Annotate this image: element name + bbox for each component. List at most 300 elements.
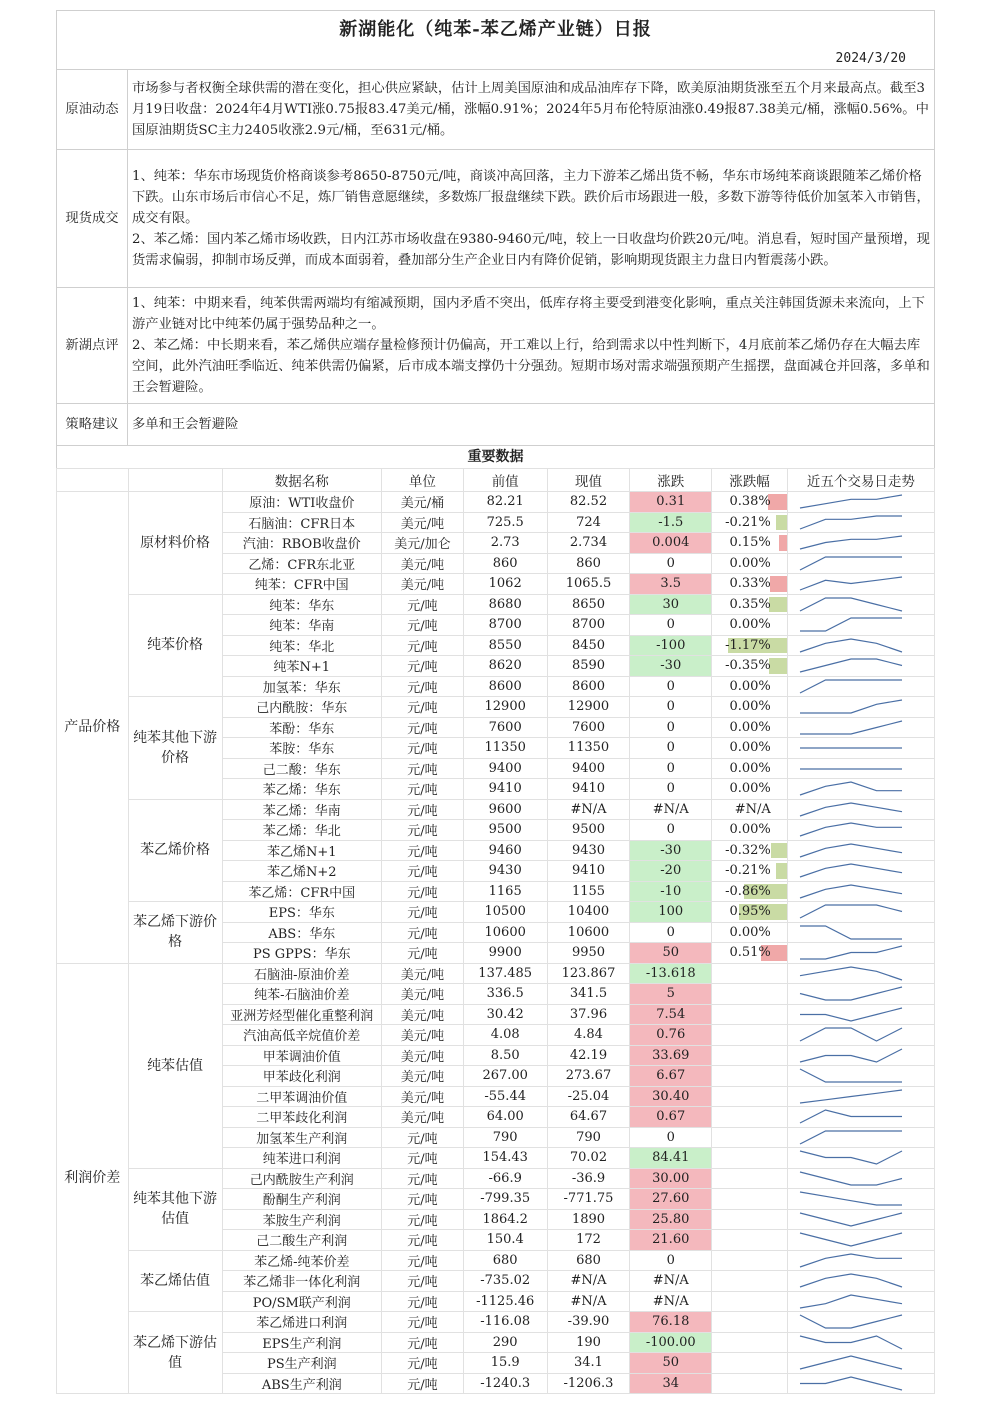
cell-cur: 190	[547, 1332, 630, 1353]
cell-prev: -66.9	[463, 1168, 547, 1189]
cell-cur: 70.02	[547, 1148, 630, 1169]
data-row	[57, 799, 935, 820]
cell-unit: 元/吨	[382, 779, 464, 800]
cell-pct	[712, 656, 788, 677]
cell-pct	[712, 1066, 788, 1087]
cell-unit: 元/吨	[382, 1230, 464, 1251]
cell-prev: 8700	[463, 615, 547, 636]
cell-cur: 9410	[547, 861, 630, 882]
cell-trend	[787, 902, 934, 923]
cell-unit: 元/吨	[382, 799, 464, 820]
pct-value: 0.15%	[729, 535, 771, 551]
cell-pct	[712, 1127, 788, 1148]
sparkline-path	[800, 700, 902, 713]
cell-unit: 美元/吨	[382, 984, 464, 1005]
pct-bar	[776, 515, 787, 531]
data-header-row	[57, 469, 935, 492]
cell-cur: 1155	[547, 881, 630, 902]
cell-name: EPS生产利润	[222, 1332, 381, 1353]
cell-cur: -25.04	[547, 1086, 630, 1107]
sparkline-path	[800, 1110, 902, 1123]
cell-unit: 元/吨	[382, 943, 464, 964]
cell-pct	[712, 1168, 788, 1189]
cell-change: -100.00	[630, 1332, 712, 1353]
cell-cur: 9500	[547, 820, 630, 841]
header-unit: 单位	[382, 469, 464, 492]
cell-change: 84.41	[630, 1148, 712, 1169]
cell-prev: 860	[463, 553, 547, 574]
cell-cur: 2.734	[547, 533, 630, 554]
cell-cur: 37.96	[547, 1004, 630, 1025]
sparkline-path	[800, 721, 902, 734]
cell-unit: 元/吨	[382, 881, 464, 902]
cell-prev: 8600	[463, 676, 547, 697]
cell-change: -30	[630, 840, 712, 861]
trend-sparkline	[788, 1210, 914, 1229]
cell-cur: 9430	[547, 840, 630, 861]
cell-pct	[712, 943, 788, 964]
cell-prev: 10500	[463, 902, 547, 923]
trend-sparkline	[788, 800, 914, 819]
cell-trend	[787, 533, 934, 554]
cell-pct	[712, 574, 788, 595]
cell-prev: 2.73	[463, 533, 547, 554]
pct-value: 0.51%	[729, 945, 771, 961]
cell-change: 0.31	[630, 492, 712, 513]
cell-change: 50	[630, 1353, 712, 1374]
cell-prev: 9600	[463, 799, 547, 820]
cell-prev: 15.9	[463, 1353, 547, 1374]
cell-change: 0	[630, 676, 712, 697]
pct-value: 0.33%	[729, 576, 771, 592]
cell-cur: 273.67	[547, 1066, 630, 1087]
pct-value: 0.00%	[729, 719, 771, 735]
cell-pct	[712, 492, 788, 513]
cell-pct	[712, 1045, 788, 1066]
cell-pct	[712, 738, 788, 759]
cell-name: 己内酰胺：华东	[222, 697, 381, 718]
trend-sparkline	[788, 984, 914, 1003]
cell-pct	[712, 881, 788, 902]
cell-pct	[712, 512, 788, 533]
cell-change: 0	[630, 758, 712, 779]
trend-sparkline	[788, 779, 914, 798]
trend-sparkline	[788, 718, 914, 737]
cell-pct	[712, 1107, 788, 1128]
cell-cur: 341.5	[547, 984, 630, 1005]
cell-pct	[712, 635, 788, 656]
cell-name: EPS：华东	[222, 902, 381, 923]
trend-sparkline	[788, 902, 914, 921]
data-row	[57, 1312, 935, 1333]
cell-prev: 9500	[463, 820, 547, 841]
trend-sparkline	[788, 923, 914, 942]
cell-trend	[787, 492, 934, 513]
commentary-row	[57, 150, 935, 288]
cell-unit: 元/吨	[382, 902, 464, 923]
cell-unit: 元/吨	[382, 1332, 464, 1353]
cell-unit: 美元/吨	[382, 512, 464, 533]
cell-change: -100	[630, 635, 712, 656]
cell-change: 0	[630, 922, 712, 943]
sparkline-path	[800, 1315, 902, 1328]
cell-pct	[712, 553, 788, 574]
sparkline-path	[800, 557, 902, 570]
cell-trend	[787, 861, 934, 882]
trend-sparkline	[788, 1066, 914, 1085]
pct-bar	[770, 576, 787, 592]
sparkline-path	[800, 1090, 902, 1103]
cell-trend	[787, 512, 934, 533]
cell-trend	[787, 717, 934, 738]
cell-trend	[787, 1004, 934, 1025]
sparkline-path	[800, 1213, 902, 1226]
cell-unit: 美元/吨	[382, 1107, 464, 1128]
cell-name: PS生产利润	[222, 1353, 381, 1374]
pct-value: -1.17%	[725, 637, 771, 653]
section-body	[128, 70, 935, 150]
cell-name: 甲苯歧化利润	[222, 1066, 381, 1087]
cell-name: 酚酮生产利润	[222, 1189, 381, 1210]
cell-trend	[787, 594, 934, 615]
cell-change: 34	[630, 1373, 712, 1394]
cell-unit: 元/吨	[382, 1168, 464, 1189]
cell-name: 苯乙烯：华东	[222, 779, 381, 800]
cell-change: -10	[630, 881, 712, 902]
cell-trend	[787, 1230, 934, 1251]
sparkline-path	[800, 1356, 902, 1369]
cell-pct	[712, 758, 788, 779]
cell-change: 3.5	[630, 574, 712, 595]
cell-name: 石脑油-原油价差	[222, 963, 381, 984]
cell-prev: 9900	[463, 943, 547, 964]
cell-name: 加氢苯生产利润	[222, 1127, 381, 1148]
cell-prev: 11350	[463, 738, 547, 759]
cell-unit: 元/吨	[382, 1291, 464, 1312]
cell-pct	[712, 984, 788, 1005]
cell-unit: 元/吨	[382, 1209, 464, 1230]
pct-value: 0.35%	[729, 596, 771, 612]
cell-change: 0	[630, 1250, 712, 1271]
cell-pct	[712, 1209, 788, 1230]
cell-trend	[787, 1189, 934, 1210]
trend-sparkline	[788, 1107, 914, 1126]
sparkline-path	[800, 803, 902, 816]
cell-trend	[787, 1312, 934, 1333]
cell-change: 0.004	[630, 533, 712, 554]
cell-change: 30.00	[630, 1168, 712, 1189]
cell-unit: 元/吨	[382, 635, 464, 656]
sub-group-label: 纯苯其他下游估值	[128, 1168, 222, 1250]
cell-prev: 267.00	[463, 1066, 547, 1087]
sparkline-path	[800, 823, 902, 836]
cell-prev: 64.00	[463, 1107, 547, 1128]
cell-prev: 1864.2	[463, 1209, 547, 1230]
cell-unit: 元/吨	[382, 676, 464, 697]
cell-change: 0.67	[630, 1107, 712, 1128]
cell-cur: 1065.5	[547, 574, 630, 595]
cell-pct	[712, 697, 788, 718]
cell-unit: 元/吨	[382, 820, 464, 841]
sparkline-path	[800, 577, 902, 590]
trend-sparkline	[788, 656, 914, 675]
cell-prev: 290	[463, 1332, 547, 1353]
cell-trend	[787, 1168, 934, 1189]
pct-bar	[769, 597, 787, 613]
cell-cur: 8590	[547, 656, 630, 677]
cell-pct	[712, 1353, 788, 1374]
cell-pct	[712, 594, 788, 615]
sub-group-label: 纯苯价格	[128, 594, 222, 697]
cell-prev: 8550	[463, 635, 547, 656]
pct-bar	[776, 863, 787, 879]
cell-cur: 7600	[547, 717, 630, 738]
cell-trend	[787, 1373, 934, 1394]
cell-name: 苯胺生产利润	[222, 1209, 381, 1230]
pct-bar	[771, 843, 787, 859]
cell-prev: 9430	[463, 861, 547, 882]
cell-cur: -1206.3	[547, 1373, 630, 1394]
cell-name: 汽油：RBOB收盘价	[222, 533, 381, 554]
sub-group-label: 苯乙烯价格	[128, 799, 222, 902]
cell-change: 0	[630, 615, 712, 636]
data-row	[57, 492, 935, 513]
trend-sparkline	[788, 1230, 914, 1249]
pct-value: #N/A	[734, 801, 771, 817]
trend-sparkline	[788, 861, 914, 880]
cell-unit: 美元/吨	[382, 963, 464, 984]
cell-cur: #N/A	[547, 1271, 630, 1292]
cell-name: 己二酸：华东	[222, 758, 381, 779]
trend-sparkline	[788, 943, 914, 962]
cell-trend	[787, 943, 934, 964]
sparkline-path	[800, 680, 902, 693]
cell-prev: 10600	[463, 922, 547, 943]
cell-pct	[712, 533, 788, 554]
cell-name: 己二酸生产利润	[222, 1230, 381, 1251]
cell-prev: 1062	[463, 574, 547, 595]
cell-unit: 元/吨	[382, 1127, 464, 1148]
pct-value: 0.00%	[729, 760, 771, 776]
sub-group-label: 原材料价格	[128, 492, 222, 595]
cell-unit: 元/吨	[382, 697, 464, 718]
cell-unit: 美元/桶	[382, 492, 464, 513]
sparkline-path	[800, 1151, 902, 1164]
cell-pct	[712, 1312, 788, 1333]
trend-sparkline	[788, 964, 914, 983]
cell-cur: 1890	[547, 1209, 630, 1230]
cell-name: 己内酰胺生产利润	[222, 1168, 381, 1189]
cell-name: 苯酚：华东	[222, 717, 381, 738]
sparkline-path	[800, 1008, 902, 1021]
cell-change: 6.67	[630, 1066, 712, 1087]
cell-cur: 82.52	[547, 492, 630, 513]
cell-cur: 42.19	[547, 1045, 630, 1066]
sparkline-path	[800, 782, 902, 795]
section-paragraph: 1、纯苯：中期来看，纯苯供需两端均有缩减预期，国内矛盾不突出，低库存将主要受到港变化影响，重点关注韩国货源未来流向，上下游产业链对比中纯苯仍属于强势品种之一。	[132, 296, 925, 332]
sparkline-path	[800, 1172, 902, 1185]
cell-unit: 元/吨	[382, 594, 464, 615]
cell-trend	[787, 1127, 934, 1148]
cell-trend	[787, 922, 934, 943]
cell-cur: 8600	[547, 676, 630, 697]
cell-cur: 9950	[547, 943, 630, 964]
cell-change: 0	[630, 717, 712, 738]
cell-cur: -36.9	[547, 1168, 630, 1189]
data-row	[57, 1250, 935, 1271]
cell-pct	[712, 963, 788, 984]
trend-sparkline	[788, 1087, 914, 1106]
cell-name: 原油：WTI收盘价	[222, 492, 381, 513]
sparkline-path	[800, 1274, 902, 1287]
cell-unit: 元/吨	[382, 717, 464, 738]
cell-change: 33.69	[630, 1045, 712, 1066]
sparkline-path	[800, 885, 902, 898]
commentary-row	[57, 288, 935, 404]
commentary-table	[56, 69, 935, 446]
trend-sparkline	[788, 738, 914, 757]
section-paragraph: 2、苯乙烯：中长期来看，苯乙烯供应端存量检修预计仍偏高，开工难以上行，给到需求以中性判断下，4月底前苯乙烯仍存在大幅去库空间，此外汽油旺季临近、纯苯供需仍偏紧，后市成本端支撑仍十分强劲。短期市场对需求端强预期产生摇摆，盘面减仓并回落，多单和王会暂避险。	[132, 338, 930, 395]
cell-unit: 元/吨	[382, 738, 464, 759]
cell-name: 苯胺：华东	[222, 738, 381, 759]
cell-pct	[712, 717, 788, 738]
trend-sparkline	[788, 1169, 914, 1188]
cell-change: 0	[630, 738, 712, 759]
sparkline-path	[800, 659, 902, 672]
cell-unit: 元/吨	[382, 922, 464, 943]
pct-value: -0.86%	[725, 883, 771, 899]
sparkline-path	[800, 639, 902, 652]
cell-pct	[712, 820, 788, 841]
cell-trend	[787, 881, 934, 902]
cell-change: 25.80	[630, 1209, 712, 1230]
cell-cur: 9410	[547, 779, 630, 800]
cell-trend	[787, 1291, 934, 1312]
cell-cur: 8450	[547, 635, 630, 656]
cell-unit: 元/吨	[382, 615, 464, 636]
report-title: 新湖能化（纯苯-苯乙烯产业链）日报	[56, 10, 935, 49]
cell-trend	[787, 758, 934, 779]
sparkline-path	[800, 1295, 902, 1308]
cell-pct	[712, 1250, 788, 1271]
cell-name: ABS生产利润	[222, 1373, 381, 1394]
cell-name: PO/SM联产利润	[222, 1291, 381, 1312]
cell-name: 纯苯-石脑油价差	[222, 984, 381, 1005]
cell-unit: 元/吨	[382, 1271, 464, 1292]
cell-prev: 9400	[463, 758, 547, 779]
cell-change: 30	[630, 594, 712, 615]
pct-value: 0.00%	[729, 617, 771, 633]
trend-sparkline	[788, 1312, 914, 1331]
sparkline-path	[800, 967, 902, 980]
cell-prev: 9460	[463, 840, 547, 861]
section-body	[128, 150, 935, 288]
sparkline-path	[800, 864, 902, 877]
cell-prev: -116.08	[463, 1312, 547, 1333]
cell-cur: 172	[547, 1230, 630, 1251]
cell-prev: 790	[463, 1127, 547, 1148]
cell-cur: -39.90	[547, 1312, 630, 1333]
cell-cur: #N/A	[547, 799, 630, 820]
cell-change: #N/A	[630, 1271, 712, 1292]
trend-sparkline	[788, 1148, 914, 1167]
data-row	[57, 1168, 935, 1189]
sparkline-path	[800, 987, 902, 1000]
data-row	[57, 963, 935, 984]
cell-prev: 680	[463, 1250, 547, 1271]
cell-trend	[787, 1332, 934, 1353]
section-paragraph: 1、纯苯：华东市场现货价格商谈参考8650-8750元/吨，商谈冲高回落，主力下游苯乙烯出货不畅，华东市场纯苯商谈跟随苯乙烯价格下跌。山东市场后市信心不足，炼厂销售意愿继续，多数炼厂报盘继续下跌。跌价后市场跟进一般，多数下游等待低价加氢苯入市销售，成交有限。	[132, 169, 930, 226]
section-paragraph: 多单和王会暂避险	[132, 417, 239, 432]
pct-value: -0.35%	[725, 658, 771, 674]
trend-sparkline	[788, 820, 914, 839]
cell-name: 二甲苯调油价值	[222, 1086, 381, 1107]
cell-pct	[712, 1148, 788, 1169]
cell-name: 亚洲芳烃型催化重整利润	[222, 1004, 381, 1025]
cell-prev: 137.485	[463, 963, 547, 984]
sparkline-path	[800, 598, 902, 611]
trend-sparkline	[788, 554, 914, 573]
cell-trend	[787, 1148, 934, 1169]
outer-group-label: 产品价格	[57, 492, 129, 964]
cell-trend	[787, 676, 934, 697]
pct-value: 0.00%	[729, 740, 771, 756]
cell-prev: 8620	[463, 656, 547, 677]
sub-group-label: 苯乙烯估值	[128, 1250, 222, 1312]
cell-cur: 34.1	[547, 1353, 630, 1374]
cell-change: #N/A	[630, 799, 712, 820]
sparkline-path	[800, 1192, 902, 1205]
trend-sparkline	[788, 636, 914, 655]
cell-unit: 美元/吨	[382, 1004, 464, 1025]
cell-prev: 336.5	[463, 984, 547, 1005]
cell-change: -30	[630, 656, 712, 677]
cell-trend	[787, 553, 934, 574]
header-prev: 前值	[463, 469, 547, 492]
cell-pct	[712, 1291, 788, 1312]
cell-pct	[712, 1004, 788, 1025]
cell-pct	[712, 615, 788, 636]
cell-trend	[787, 1250, 934, 1271]
cell-name: 纯苯进口利润	[222, 1148, 381, 1169]
sub-group-label: 苯乙烯下游价格	[128, 902, 222, 964]
cell-cur: 10400	[547, 902, 630, 923]
cell-prev: -1240.3	[463, 1373, 547, 1394]
cell-pct	[712, 799, 788, 820]
cell-name: 甲苯调油价值	[222, 1045, 381, 1066]
data-row	[57, 902, 935, 923]
cell-name: 苯乙烯：华南	[222, 799, 381, 820]
cell-name: 石脑油：CFR日本	[222, 512, 381, 533]
header-spacer	[128, 469, 222, 492]
header-pct: 涨跌幅	[712, 469, 788, 492]
cell-prev: 12900	[463, 697, 547, 718]
trend-sparkline	[788, 1046, 914, 1065]
cell-change: 0.76	[630, 1025, 712, 1046]
cell-pct	[712, 1086, 788, 1107]
sparkline-path	[800, 844, 902, 857]
cell-unit: 元/吨	[382, 1250, 464, 1271]
commentary-row	[57, 404, 935, 446]
cell-prev: 82.21	[463, 492, 547, 513]
cell-pct	[712, 1025, 788, 1046]
section-label: 策略建议	[57, 404, 128, 446]
header-name: 数据名称	[222, 469, 381, 492]
cell-trend	[787, 984, 934, 1005]
cell-prev: -799.35	[463, 1189, 547, 1210]
section-paragraph: 2、苯乙烯：国内苯乙烯市场收跌，日内江苏市场收盘在9380-9460元/吨，较上一日收盘均价跌20元/吨。消息看，短时国产量预增，现货需求偏弱，抑制市场反弹，而成本面弱着，叠加部分生产企业日内有降价促销，影响期现货跟主力盘日内暂震荡小跌。	[132, 232, 930, 268]
cell-trend	[787, 1107, 934, 1128]
